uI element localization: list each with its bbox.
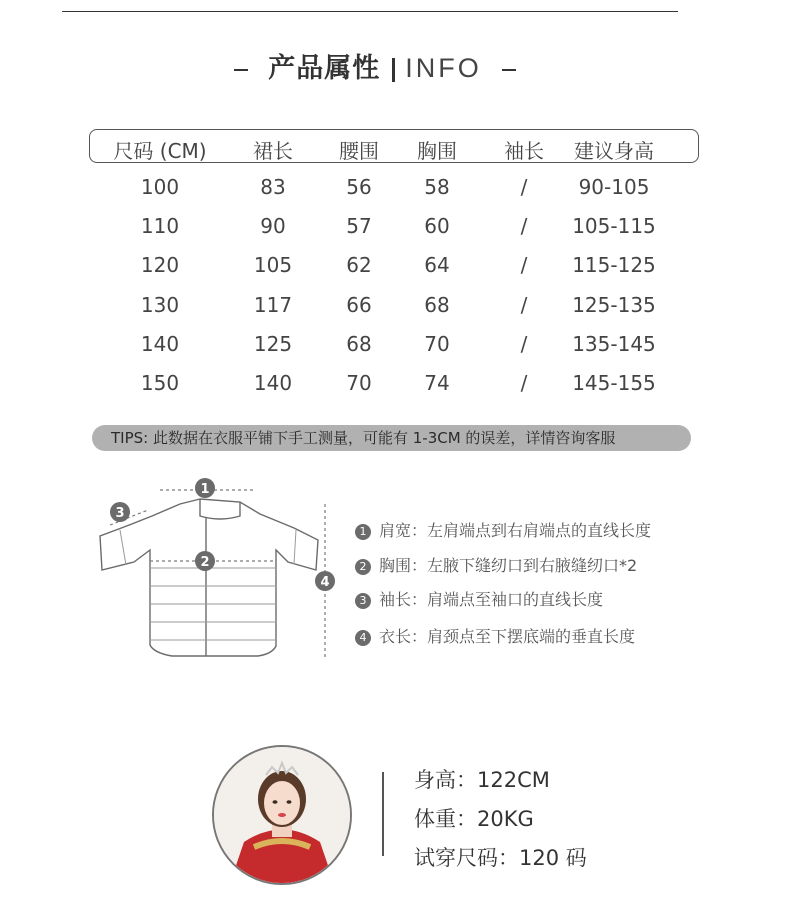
model-photo — [212, 745, 352, 885]
table-header-cell: 尺码 (CM) — [113, 139, 207, 163]
measure-markers — [110, 478, 335, 591]
legend-text-3: 袖长：肩端点至袖口的直线长度 — [379, 590, 604, 609]
table-cell: 74 — [424, 371, 450, 395]
legend-item-shoulder — [355, 518, 651, 541]
marker-label-1: 1 — [200, 482, 210, 497]
table-cell: 105 — [253, 253, 293, 277]
model-height: 身高：122CM — [414, 768, 550, 792]
title-right-dash — [502, 69, 516, 71]
table-cell: 68 — [424, 293, 450, 317]
model-size: 试穿尺码：120 码 — [414, 846, 587, 870]
legend-item-sleeve — [355, 587, 603, 610]
table-cell: 125-135 — [572, 293, 656, 317]
table-cell: 100 — [140, 175, 180, 199]
table-header-cell: 袖长 — [504, 139, 544, 163]
table-cell: / — [520, 214, 528, 238]
info-divider — [382, 772, 384, 856]
table-cell: / — [520, 371, 528, 395]
table-cell: 115-125 — [572, 253, 656, 277]
marker-label-2: 2 — [200, 555, 210, 570]
table-cell: 135-145 — [572, 332, 656, 356]
marker-label-4: 4 — [320, 575, 330, 590]
table-cell: 83 — [260, 175, 286, 199]
table-cell: 58 — [424, 175, 450, 199]
title-left-dash — [234, 69, 248, 71]
table-cell: 66 — [346, 293, 372, 317]
quilt-lines — [120, 530, 296, 640]
table-cell: 68 — [346, 332, 372, 356]
measure-lines — [110, 490, 325, 660]
garment-diagram — [80, 470, 350, 670]
table-cell: 70 — [346, 371, 372, 395]
table-cell: 140 — [140, 332, 180, 356]
table-cell: 70 — [424, 332, 450, 356]
top-divider — [62, 11, 678, 12]
legend-text-4: 衣长：肩颈点至下摆底端的垂直长度 — [379, 627, 636, 646]
table-cell: 110 — [140, 214, 180, 238]
table-cell: / — [520, 175, 528, 199]
legend-item-length — [355, 624, 635, 647]
legend-item-chest — [355, 553, 637, 576]
tips-bar: TIPS: 此数据在衣服平铺下手工测量，可能有 1-3CM 的误差，详情咨询客服 — [92, 425, 691, 451]
title-sub: INFO — [405, 53, 482, 83]
marker-label-3: 3 — [115, 506, 125, 521]
section-title — [0, 46, 750, 85]
table-header-cell: 胸围 — [417, 139, 457, 163]
table-header-cell: 裙长 — [253, 139, 293, 163]
table-cell: 57 — [346, 214, 372, 238]
table-cell: 60 — [424, 214, 450, 238]
legend-num-4: 4 — [355, 630, 371, 646]
table-cell: 150 — [140, 371, 180, 395]
table-cell: / — [520, 293, 528, 317]
table-cell: 90 — [260, 214, 286, 238]
table-cell: 56 — [346, 175, 372, 199]
legend-num-1: 1 — [355, 524, 371, 540]
table-header-cell: 腰围 — [339, 139, 379, 163]
table-cell: 117 — [253, 293, 293, 317]
table-cell: 120 — [140, 253, 180, 277]
table-cell: 64 — [424, 253, 450, 277]
coat-outline — [100, 499, 318, 656]
legend-text-2: 胸围：左腋下缝纫口到右腋缝纫口*2 — [379, 556, 638, 575]
table-cell: 130 — [140, 293, 180, 317]
table-cell: 105-115 — [572, 214, 656, 238]
table-cell: / — [520, 253, 528, 277]
title-main: 产品属性 — [268, 53, 381, 84]
legend-text-1: 肩宽：左肩端点到右肩端点的直线长度 — [379, 521, 652, 540]
legend-num-3: 3 — [355, 593, 371, 609]
table-cell: 140 — [253, 371, 293, 395]
table-cell: 125 — [253, 332, 293, 356]
legend-num-2: 2 — [355, 559, 371, 575]
table-cell: 62 — [346, 253, 372, 277]
title-separator — [392, 58, 395, 82]
table-cell: 90-105 — [578, 175, 650, 199]
model-weight: 体重：20KG — [414, 807, 534, 831]
table-header-cell: 建议身高 — [574, 139, 654, 163]
table-cell: / — [520, 332, 528, 356]
table-cell: 145-155 — [572, 371, 656, 395]
